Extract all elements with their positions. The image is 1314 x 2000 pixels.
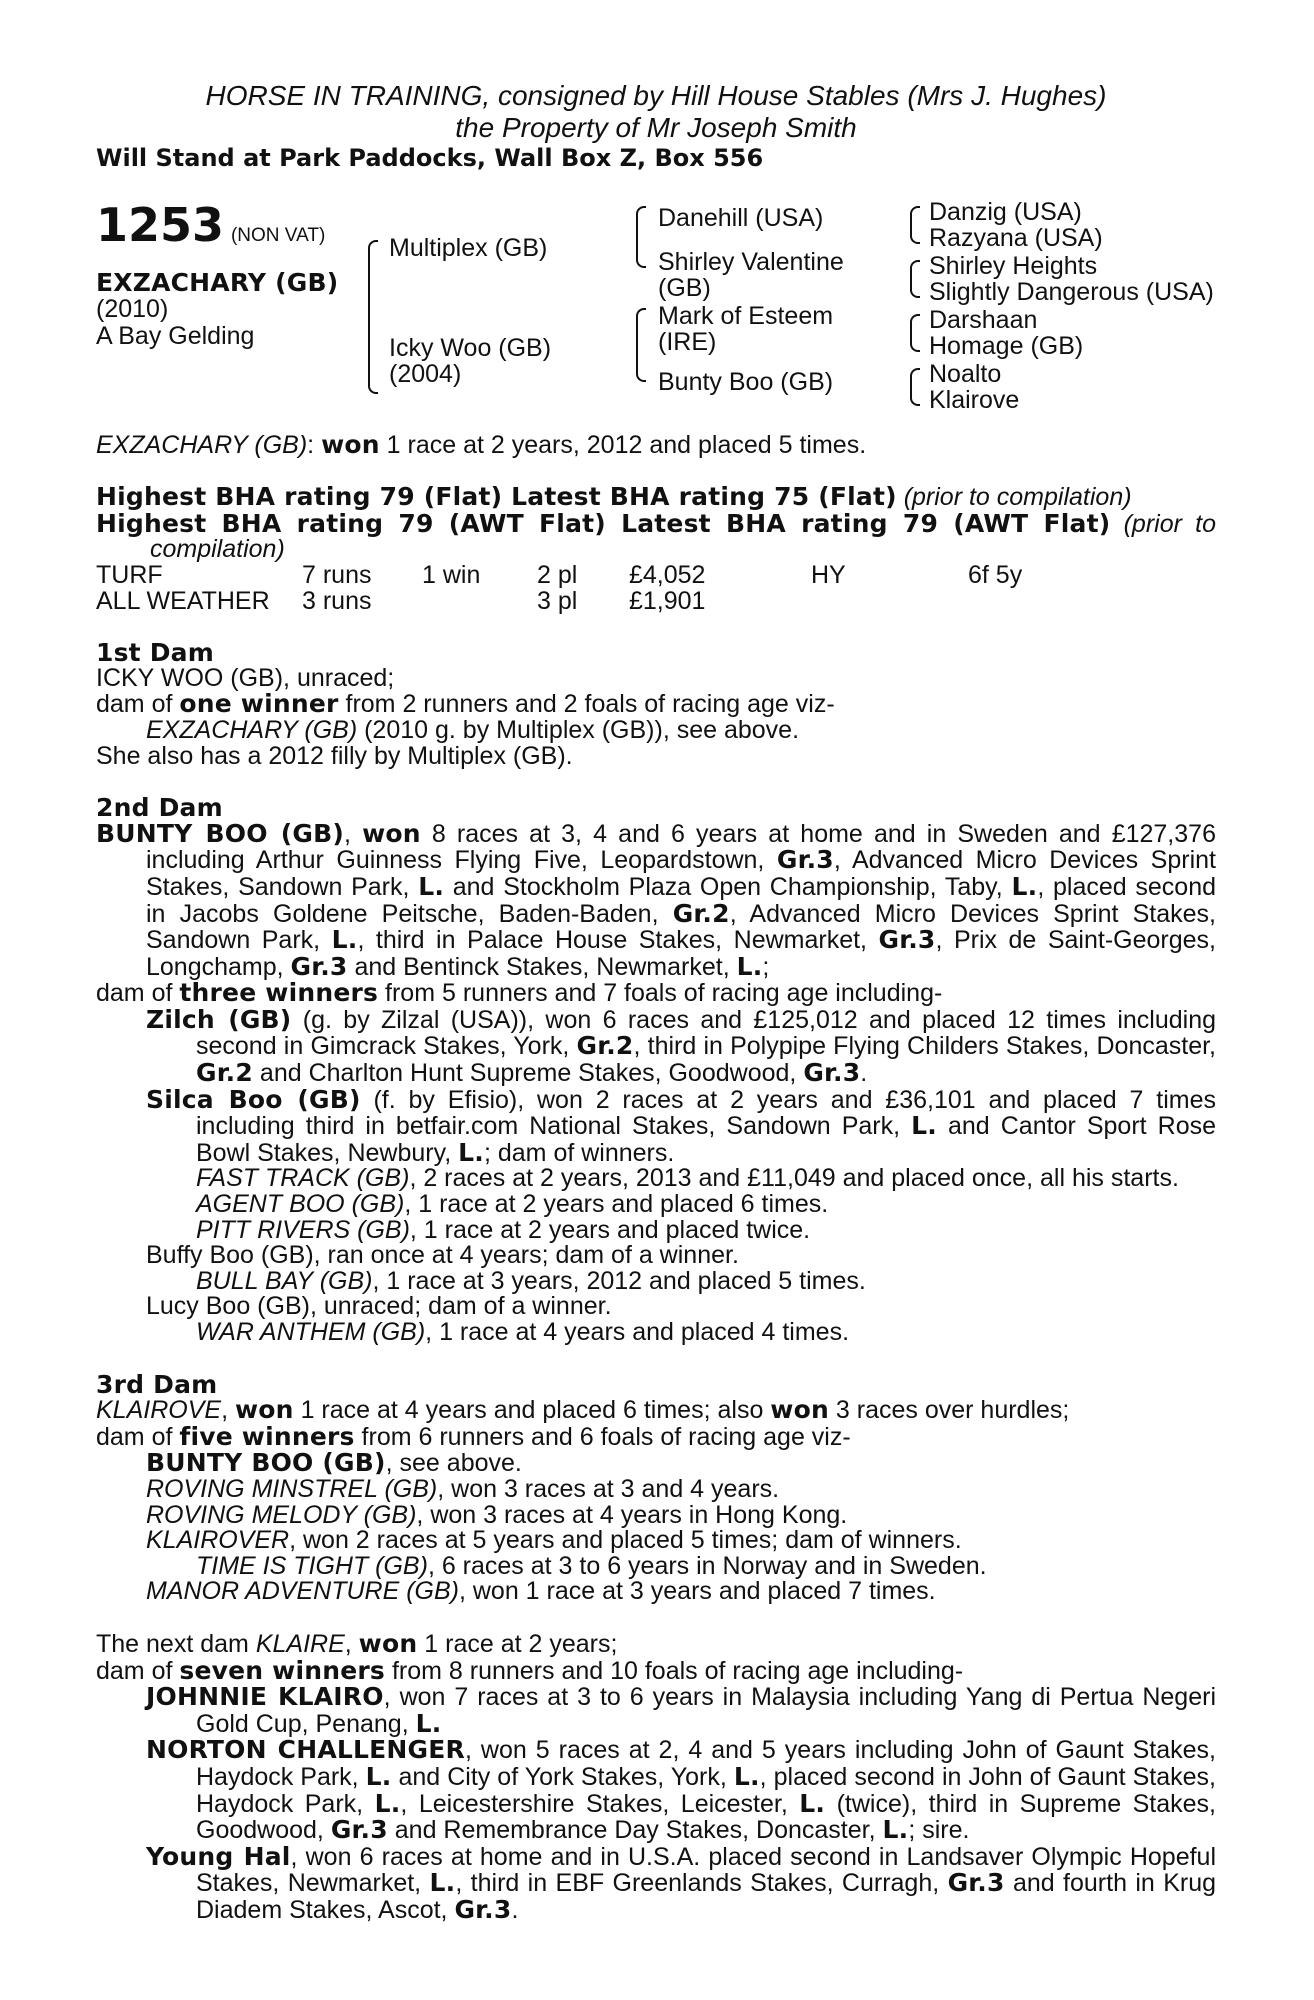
race-summary: EXZACHARY (GB): won 1 race at 2 years, 2012 and placed 5 times.	[96, 429, 867, 459]
catalogue-page	[96, 80, 1216, 1923]
brace-dam-parents	[636, 308, 646, 382]
stand-line: Will Stand at Park Paddocks, Wall Box Z, Box 556	[96, 144, 764, 172]
brace-g3	[910, 314, 920, 352]
third-dam-title: 3rd Dam	[96, 1369, 218, 1399]
great-grandsire-3: Darshaan	[929, 305, 1038, 334]
third-dam-section: 3rd Dam KLAIROVE, won 1 race at 4 years and placed 6 times; also won 3 races over hurdles; dam of five winners from 6 runners and 6 foals of racing age viz- BUNTY BOO (GB), see above. ROVING MINSTREL (GB), won 3 races at 3 and 4 years. ROVING MELODY (GB), won 3 races at 4 years in Hong Kong. KLAIROVER, won 2 races at 5 years and placed 5 times; dam of winners. TIME IS TIGHT (GB), 6 races at 3 to 6 years in Norway and in Sweden. MANOR ADVENTURE (GB), won 1 race at 3 years and placed 7 times.	[96, 1372, 1216, 1605]
stats-table: TURF 7 runs 1 win 2 pl £4,052 HY 6f 5y ALL WEATHER 3 runs 3 pl £1,901	[96, 560, 1023, 615]
rating-awt: Highest BHA rating 79 (AWT Flat) Latest BHA rating 79 (AWT Flat) (prior to compilation)	[96, 508, 1216, 564]
consignor-line: HORSE IN TRAINING, consigned by Hill House Stables (Mrs J. Hughes)	[205, 80, 1107, 111]
sire-sire: Danehill (USA)	[658, 203, 824, 232]
sire-dam: Shirley Valentine	[658, 247, 844, 276]
lot-number: 1253	[96, 197, 225, 252]
dam: Icky Woo (GB)	[389, 333, 552, 362]
dam-dam: Bunty Boo (GB)	[658, 367, 834, 396]
ratings-block	[96, 484, 1216, 614]
horse-name: EXZACHARY (GB)	[96, 267, 339, 297]
second-dam-section: 2nd Dam BUNTY BOO (GB), won 8 races at 3, 4 and 6 years at home and in Sweden and £127,376 including Arthur Guinness Flying Five, Leopardstown, Gr.3, Advanced Micro Devices Sprint Stakes, Sandown Park, L. and Stockholm Plaza Open Championship, Taby, L., placed second in Jacobs Goldene Peitsche, Baden-Baden, Gr.2, Advanced Micro Devices Sprint Stakes, Sandown Park, L., third in Palace House Stakes, Newmarket, Gr.3, Prix de Saint-Georges, Longchamp, Gr.3 and Bentinck Stakes, Newmarket, L.; dam of three winners from 5 runners and 7 foals of racing age including- Zilch (GB) (g. by Zilzal (USA)), won 6 races and £125,012 and placed 12 times including second in Gimcrack Stakes, York, Gr.2, third in Polypipe Flying Childers Stakes, Doncaster, Gr.2 and Charlton Hunt Supreme Stakes, Goodwood, Gr.3. Silca Boo (GB) (f. by Efisio), won 2 races at 2 years and £36,101 and placed 7 times including third in betfair.com National Stakes, Sandown Park, L. and Cantor Sport Rose Bowl Stakes, Newbury, L.; dam of winners. FAST TRACK (GB), 2 races at 2 years, 2013 and £11,049 and placed once, all his starts. AGENT BOO (GB), 1 race at 2 years and placed 6 times. PITT RIVERS (GB), 1 race at 2 years and placed twice. Buffy Boo (GB), ran once at 4 years; dam of a winner. BULL BAY (GB), 1 race at 3 years, 2012 and placed 5 times. Lucy Boo (GB), unraced; dam of a winner. WAR ANTHEM (GB), 1 race at 4 years and placed 4 times.	[96, 793, 1217, 1346]
dam-year: (2004)	[389, 359, 462, 388]
second-dam-title: 2nd Dam	[96, 793, 223, 823]
dam-sire-country: (IRE)	[658, 327, 717, 356]
rating-flat: Highest BHA rating 79 (Flat) Latest BHA rating 75 (Flat) (prior to compilation)	[96, 482, 1132, 512]
horse-description: A Bay Gelding	[96, 321, 255, 350]
dam-sire: Mark of Esteem	[658, 301, 834, 330]
great-grandsire-4: Noalto	[929, 359, 1002, 388]
next-dam-section: The next dam KLAIRE, won 1 race at 2 years; dam of seven winners from 8 runners and 10 foals of racing age including- JOHNNIE KLAIRO, won 7 races at 3 to 6 years in Malaysia including Yang di Pertua Negeri Gold Cup, Penang, L. NORTON CHALLENGER, won 5 races at 2, 4 and 5 years including John of Gaunt Stakes, Haydock Park, L. and City of York Stakes, York, L., placed second in John of Gaunt Stakes, Haydock Park, L., Leicestershire Stakes, Leicester, L. (twice), third in Supreme Stakes, Goodwood, Gr.3 and Remembrance Day Stakes, Doncaster, L.; sire. Young Hal, won 6 races at home and in U.S.A. placed second in Landsaver Olympic Hopeful Stakes, Newmarket, L., third in EBF Greenlands Stakes, Curragh, Gr.3 and fourth in Krug Diadem Stakes, Ascot, Gr.3.	[96, 1628, 1217, 1924]
great-grandsire-1: Danzig (USA)	[929, 197, 1082, 226]
pedigree-block	[96, 197, 1216, 432]
brace-g2	[910, 260, 920, 298]
first-dam-section: 1st Dam ICKY WOO (GB), unraced; dam of one winner from 2 runners and 2 foals of racing age viz- EXZACHARY (GB) (2010 g. by Multiplex (GB)), see above. She also has a 2012 filly by Multiplex (GB).	[96, 640, 1216, 769]
great-grandsire-2: Shirley Heights	[929, 251, 1098, 280]
foaling-year: (2010)	[96, 294, 169, 323]
great-granddam-4: Klairove	[929, 385, 1020, 414]
sire: Multiplex (GB)	[389, 233, 548, 262]
sire-dam-country: (GB)	[658, 273, 711, 302]
lot-number-line	[96, 197, 326, 252]
brace-g1	[910, 206, 920, 244]
brace-g4	[910, 368, 920, 406]
property-line: the Property of Mr Joseph Smith	[455, 112, 857, 143]
vat-status: (NON VAT)	[230, 224, 326, 246]
great-granddam-2: Slightly Dangerous (USA)	[929, 277, 1214, 306]
brace-parents	[368, 240, 378, 394]
great-granddam-3: Homage (GB)	[929, 331, 1084, 360]
brace-sire-parents	[636, 206, 646, 268]
first-dam-title: 1st Dam	[96, 638, 215, 668]
great-granddam-1: Razyana (USA)	[929, 223, 1103, 252]
